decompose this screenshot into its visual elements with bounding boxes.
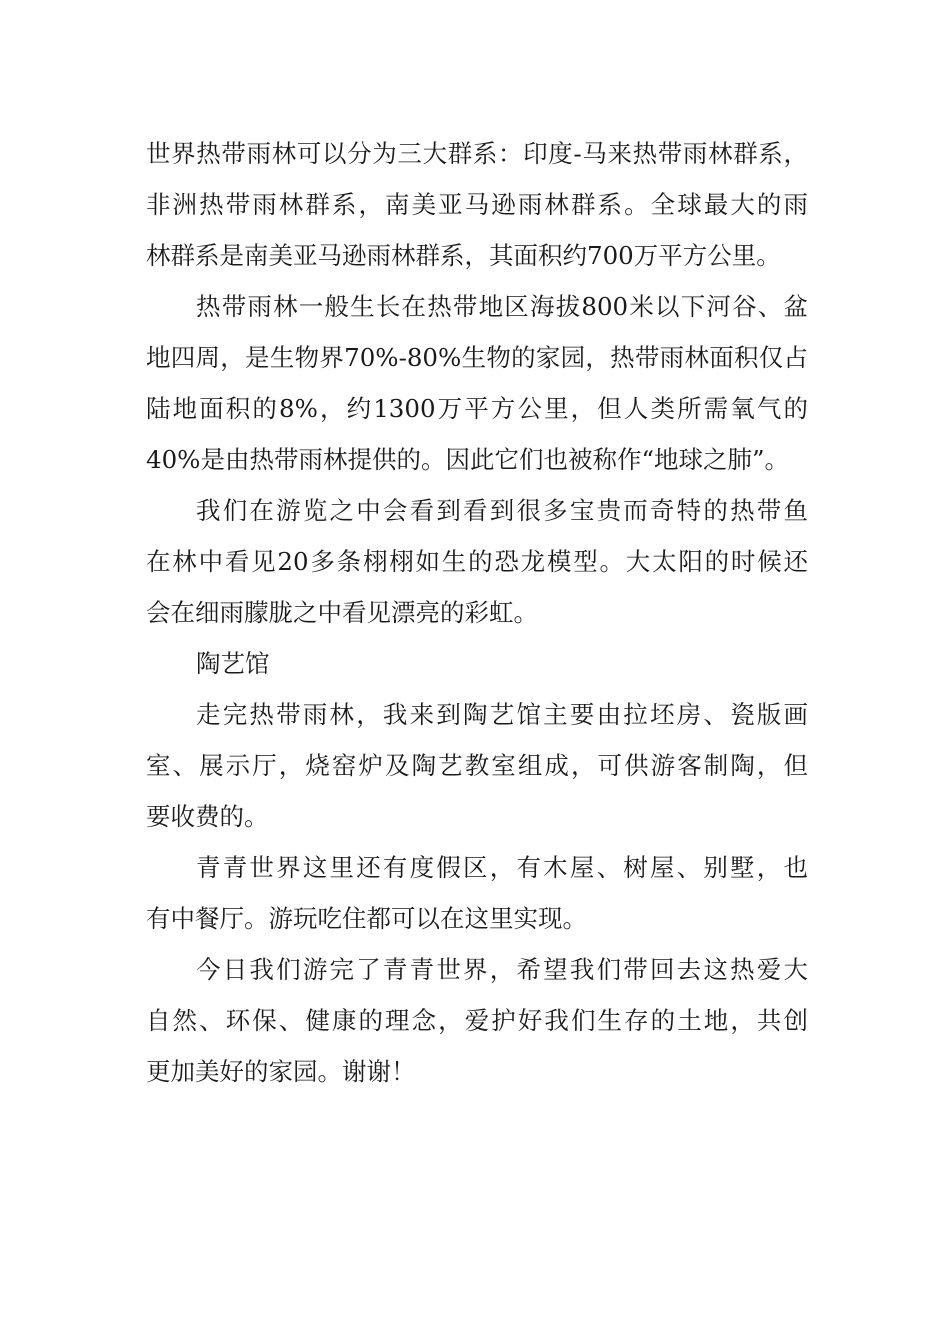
paragraph-line: 自然、环保、健康的理念，爱护好我们生存的土地，共创 [146, 1006, 808, 1035]
paragraph-line: 更加美好的家园。谢谢！ [146, 1057, 416, 1086]
paragraph-line: 40%是由热带雨林提供的。因此它们也被称作“地球之肺”。 [146, 445, 790, 474]
paragraph-line: 陆地面积的8%，约1300万平方公里，但人类所需氧气的 [146, 394, 808, 423]
paragraph-line: 今日我们游完了青青世界，希望我们带回去这热爱大 [196, 955, 808, 984]
paragraph-line: 世界热带雨林可以分为三大群系：印度-马来热带雨林群系， [146, 139, 808, 168]
paragraph-line: 热带雨林一般生长在热带地区海拔800米以下河谷、盆 [196, 292, 808, 321]
document-body [146, 128, 808, 1097]
paragraph-line: 青青世界这里还有度假区，有木屋、树屋、别墅，也 [196, 853, 808, 882]
section-heading: 陶艺馆 [196, 649, 270, 678]
paragraph-line: 我们在游览之中会看到看到很多宝贵而奇特的热带鱼 [196, 496, 808, 525]
paragraph-line: 林群系是南美亚马逊雨林群系，其面积约700万平方公里。 [146, 241, 781, 270]
paragraph-line: 室、展示厅，烧窑炉及陶艺教室组成，可供游客制陶，但 [146, 751, 808, 780]
paragraph-line: 要收费的。 [146, 802, 269, 831]
paragraph-line: 会在细雨朦胧之中看见漂亮的彩虹。 [146, 598, 538, 627]
paragraph-line: 地四周，是生物界70%-80%生物的家园，热带雨林面积仅占 [146, 343, 808, 372]
paragraph-line: 有中餐厅。游玩吃住都可以在这里实现。 [146, 904, 587, 933]
paragraph-line: 在林中看见20多条栩栩如生的恐龙模型。大太阳的时候还 [146, 547, 808, 576]
paragraph-line: 非洲热带雨林群系，南美亚马逊雨林群系。全球最大的雨 [146, 190, 808, 219]
paragraph-line: 走完热带雨林，我来到陶艺馆主要由拉坯房、瓷版画 [196, 700, 808, 729]
